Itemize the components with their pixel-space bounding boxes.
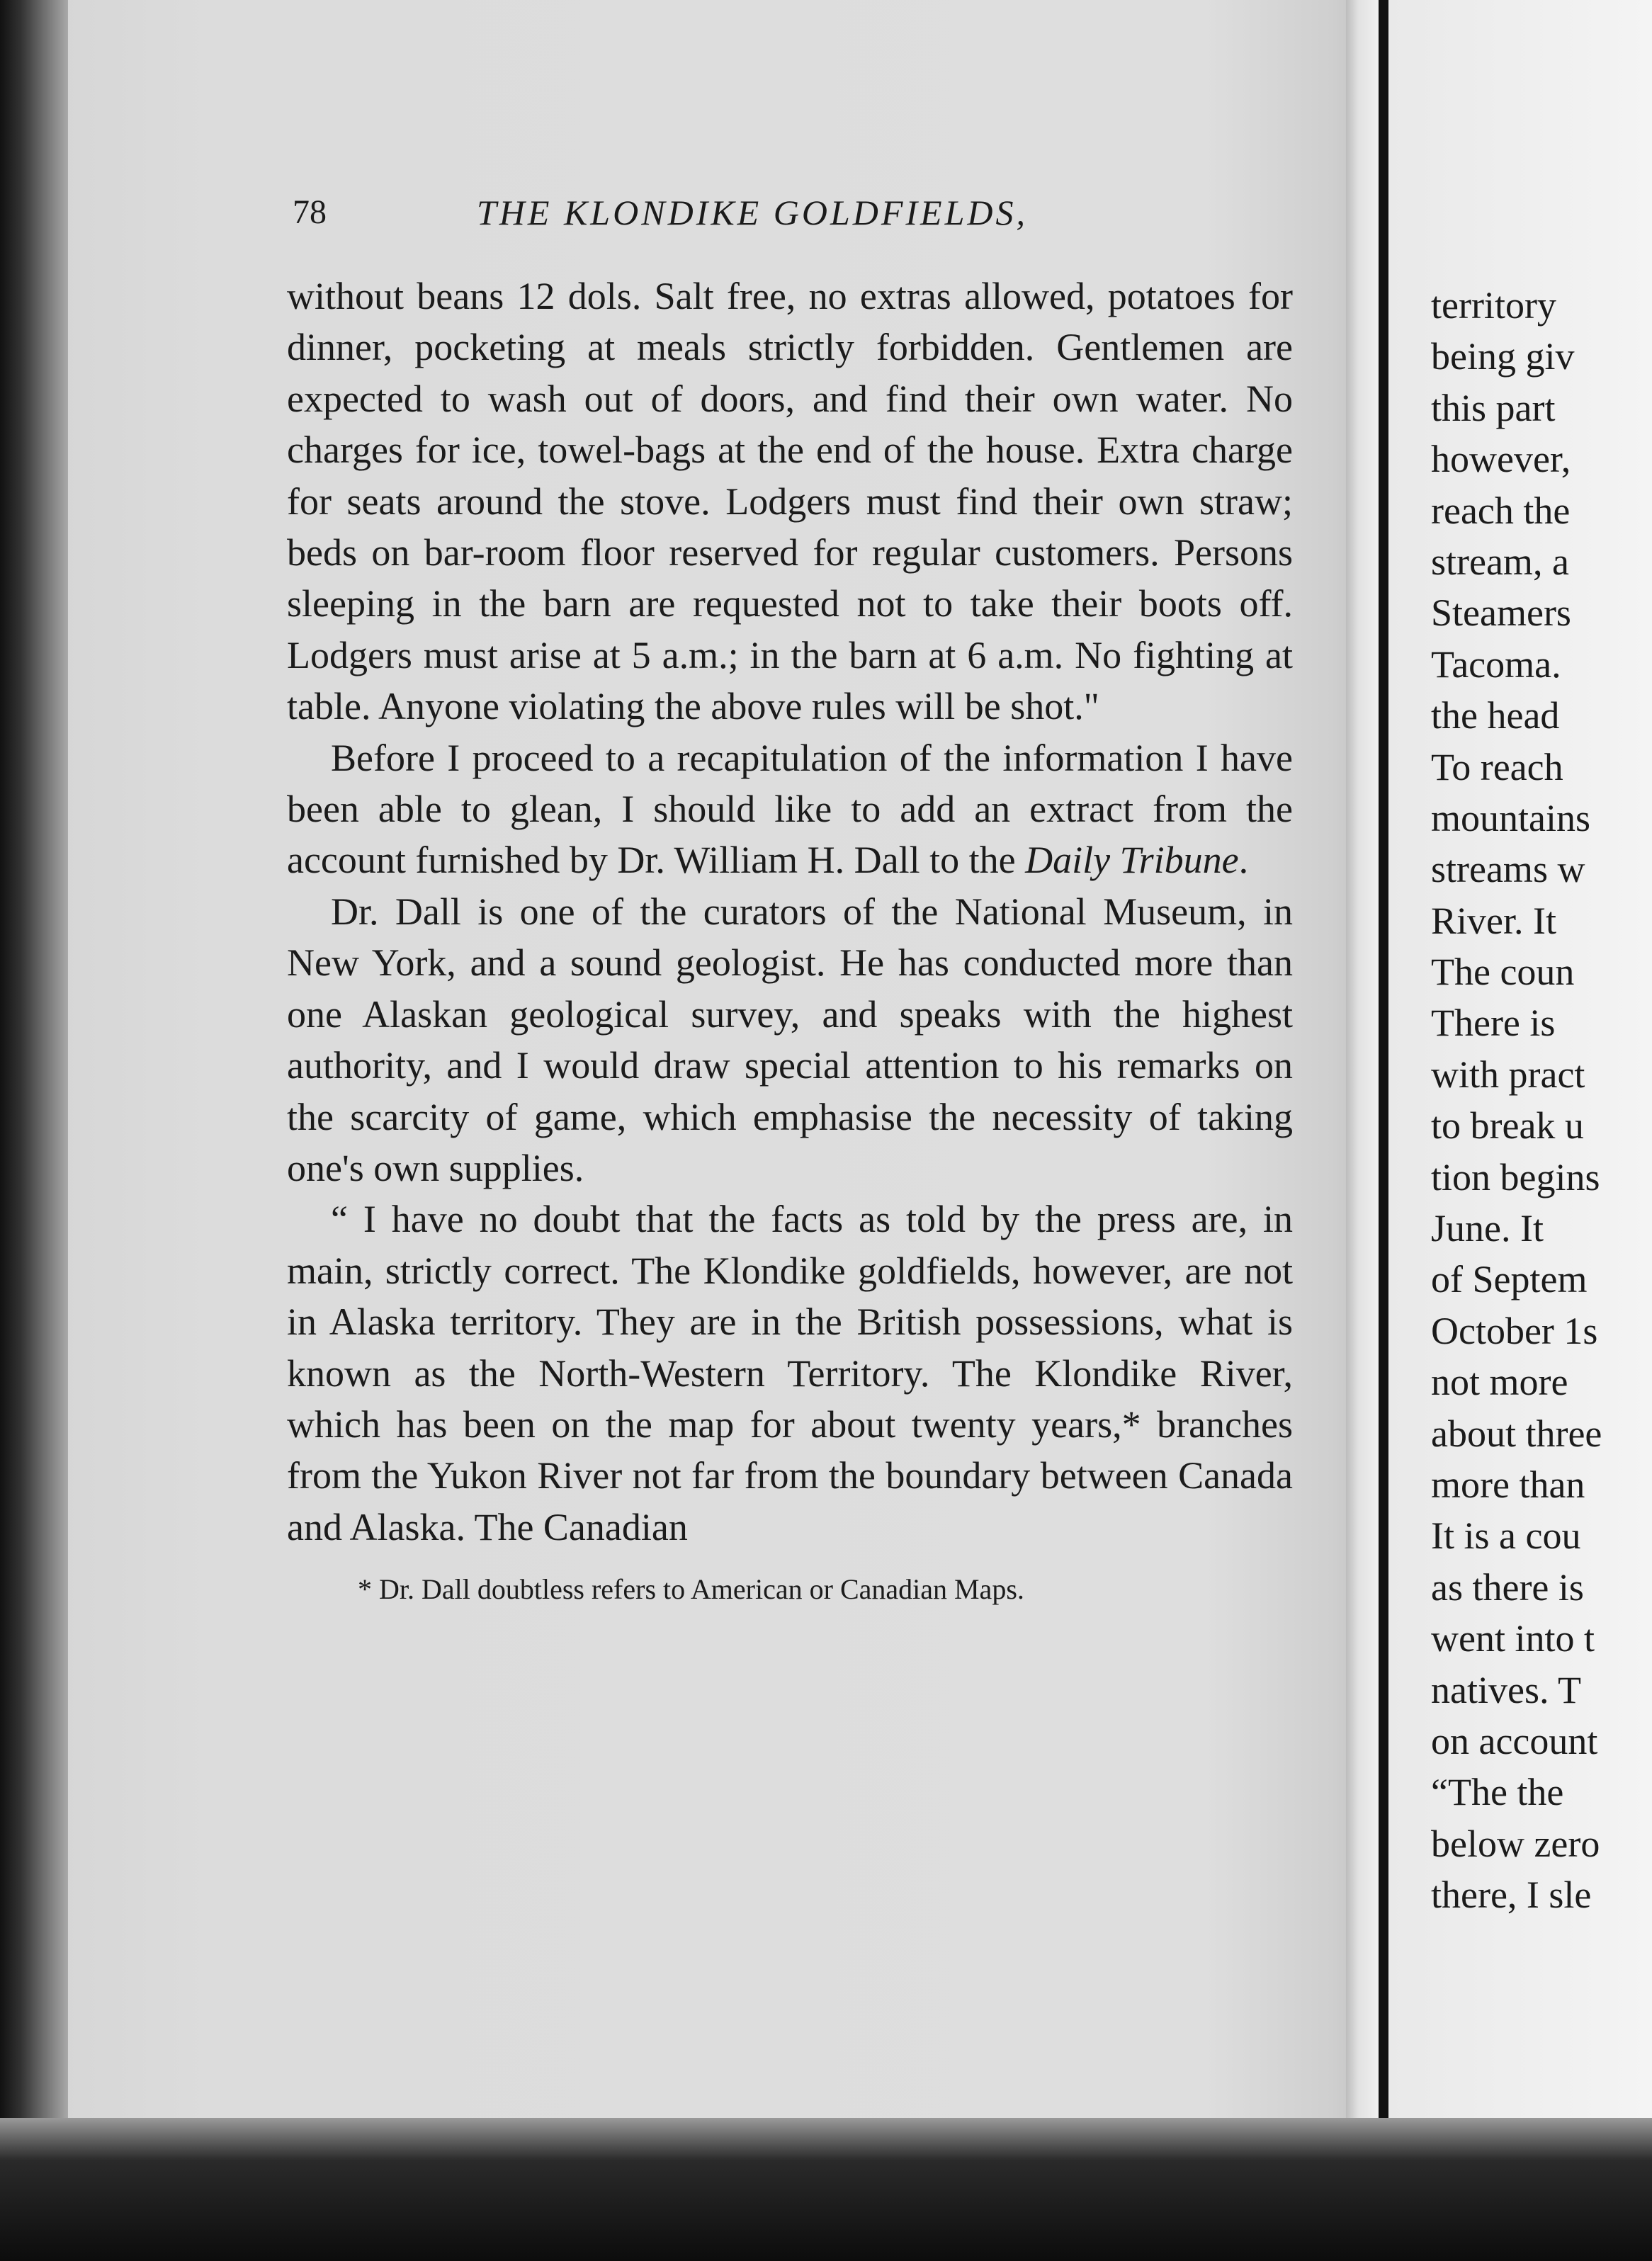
paragraph-text: Before I proceed to a recapitulation of the information I have been able to glean, I should like to add an extract from the account furnished by Dr. William H. Dall to the xyxy=(287,736,1293,882)
facing-page-line: There is xyxy=(1431,1002,1556,1045)
facing-page-line: stream, a xyxy=(1431,540,1569,583)
facing-page-line: the head xyxy=(1431,694,1560,737)
facing-page-line: on account xyxy=(1431,1719,1598,1762)
paragraph-dr-dall: Dr. Dall is one of the curators of the National Museum, in New York, and a sound geologist. He has conducted more than one Alaskan geological survey, and speaks with the highest authority, and I would draw special attention to his remarks on the scarcity of game, which emphasise the necessity of taking one's own supplies. xyxy=(287,890,1293,1189)
facing-page-line: more than xyxy=(1431,1463,1585,1506)
facing-page-line: June. It xyxy=(1431,1207,1544,1250)
facing-page-line: to break u xyxy=(1431,1104,1584,1148)
facing-page-line: below zero xyxy=(1431,1822,1600,1865)
facing-page-line: with pract xyxy=(1431,1053,1585,1096)
page-number: 78 xyxy=(293,193,327,231)
book-gutter xyxy=(1346,0,1379,2261)
facing-page-line: It is a cou xyxy=(1431,1514,1581,1558)
facing-page-line: there, I sle xyxy=(1431,1874,1592,1917)
book-spine xyxy=(1379,0,1388,2125)
facing-page-line: October 1s xyxy=(1431,1309,1598,1352)
left-page xyxy=(287,177,1293,1609)
paragraph-continued: without beans 12 dols. Salt free, no extras allowed, potatoes for dinner, pocketing at meals strictly forbidden. Gentlemen are expected to wash out of doors, and find their own water. No charges for ice, towel-bags at the end of the house. Extra charge for seats around the stove. Lodgers must find their own straw; beds on bar-room floor reserved for regular customers. Persons sleeping in the barn are requested not to take their boots off. Lodgers must arise at 5 a.m.; in the barn at 6 a.m. No fighting at table. Anyone violating the above rules will be shot." xyxy=(287,275,1293,728)
facing-page-line: mountains xyxy=(1431,796,1590,839)
book-left-edge xyxy=(0,0,68,2261)
page-body xyxy=(287,271,1293,1553)
facing-page-line: reach the xyxy=(1431,489,1571,532)
page-header xyxy=(287,177,1293,248)
facing-page-line: natives. T xyxy=(1431,1668,1581,1711)
facing-page-line: To reach xyxy=(1431,745,1563,788)
running-title: THE KLONDIKE GOLDFIELDS, xyxy=(477,193,1029,232)
facing-page-line: went into t xyxy=(1431,1617,1595,1660)
footnote: * Dr. Dall doubtless refers to American or Canadian Maps. xyxy=(358,1573,1024,1606)
facing-page-line: Tacoma. xyxy=(1431,642,1561,686)
facing-page-line: not more xyxy=(1431,1361,1568,1404)
facing-page-line: streams w xyxy=(1431,848,1585,891)
paragraph-quote: “ I have no doubt that the facts as told by the press are, in main, strictly correct. The Klondike goldfields, however, are not in Alaska territory. They are in the British possessions, what is known as the North-Western Territory. The Klondike River, which has been on the map for about twenty years,* branches from the Yukon River not far from the boundary between Canada and Alaska. The Canadian xyxy=(287,1198,1293,1548)
paragraph-text-end: . xyxy=(1238,839,1249,882)
facing-page-line: about three xyxy=(1431,1412,1602,1455)
facing-page-line: being giv xyxy=(1431,335,1575,378)
book-bottom-edge xyxy=(0,2118,1652,2261)
facing-page-line: “The the xyxy=(1431,1771,1564,1814)
facing-page-line: tion begins xyxy=(1431,1155,1600,1198)
facing-page-line: this part xyxy=(1431,386,1556,429)
facing-page-line: The coun xyxy=(1431,951,1575,994)
facing-page-line: Steamers xyxy=(1431,591,1571,635)
facing-page-line: River. It xyxy=(1431,899,1556,942)
facing-page-text xyxy=(1431,280,1652,1921)
newspaper-title: Daily Tribune xyxy=(1025,839,1239,882)
facing-page-line: territory xyxy=(1431,284,1556,327)
paragraph-recapitulation xyxy=(287,732,1293,886)
facing-page-line: as there is xyxy=(1431,1565,1584,1609)
facing-page-line: of Septem xyxy=(1431,1258,1588,1301)
facing-page-line: however, xyxy=(1431,438,1571,481)
